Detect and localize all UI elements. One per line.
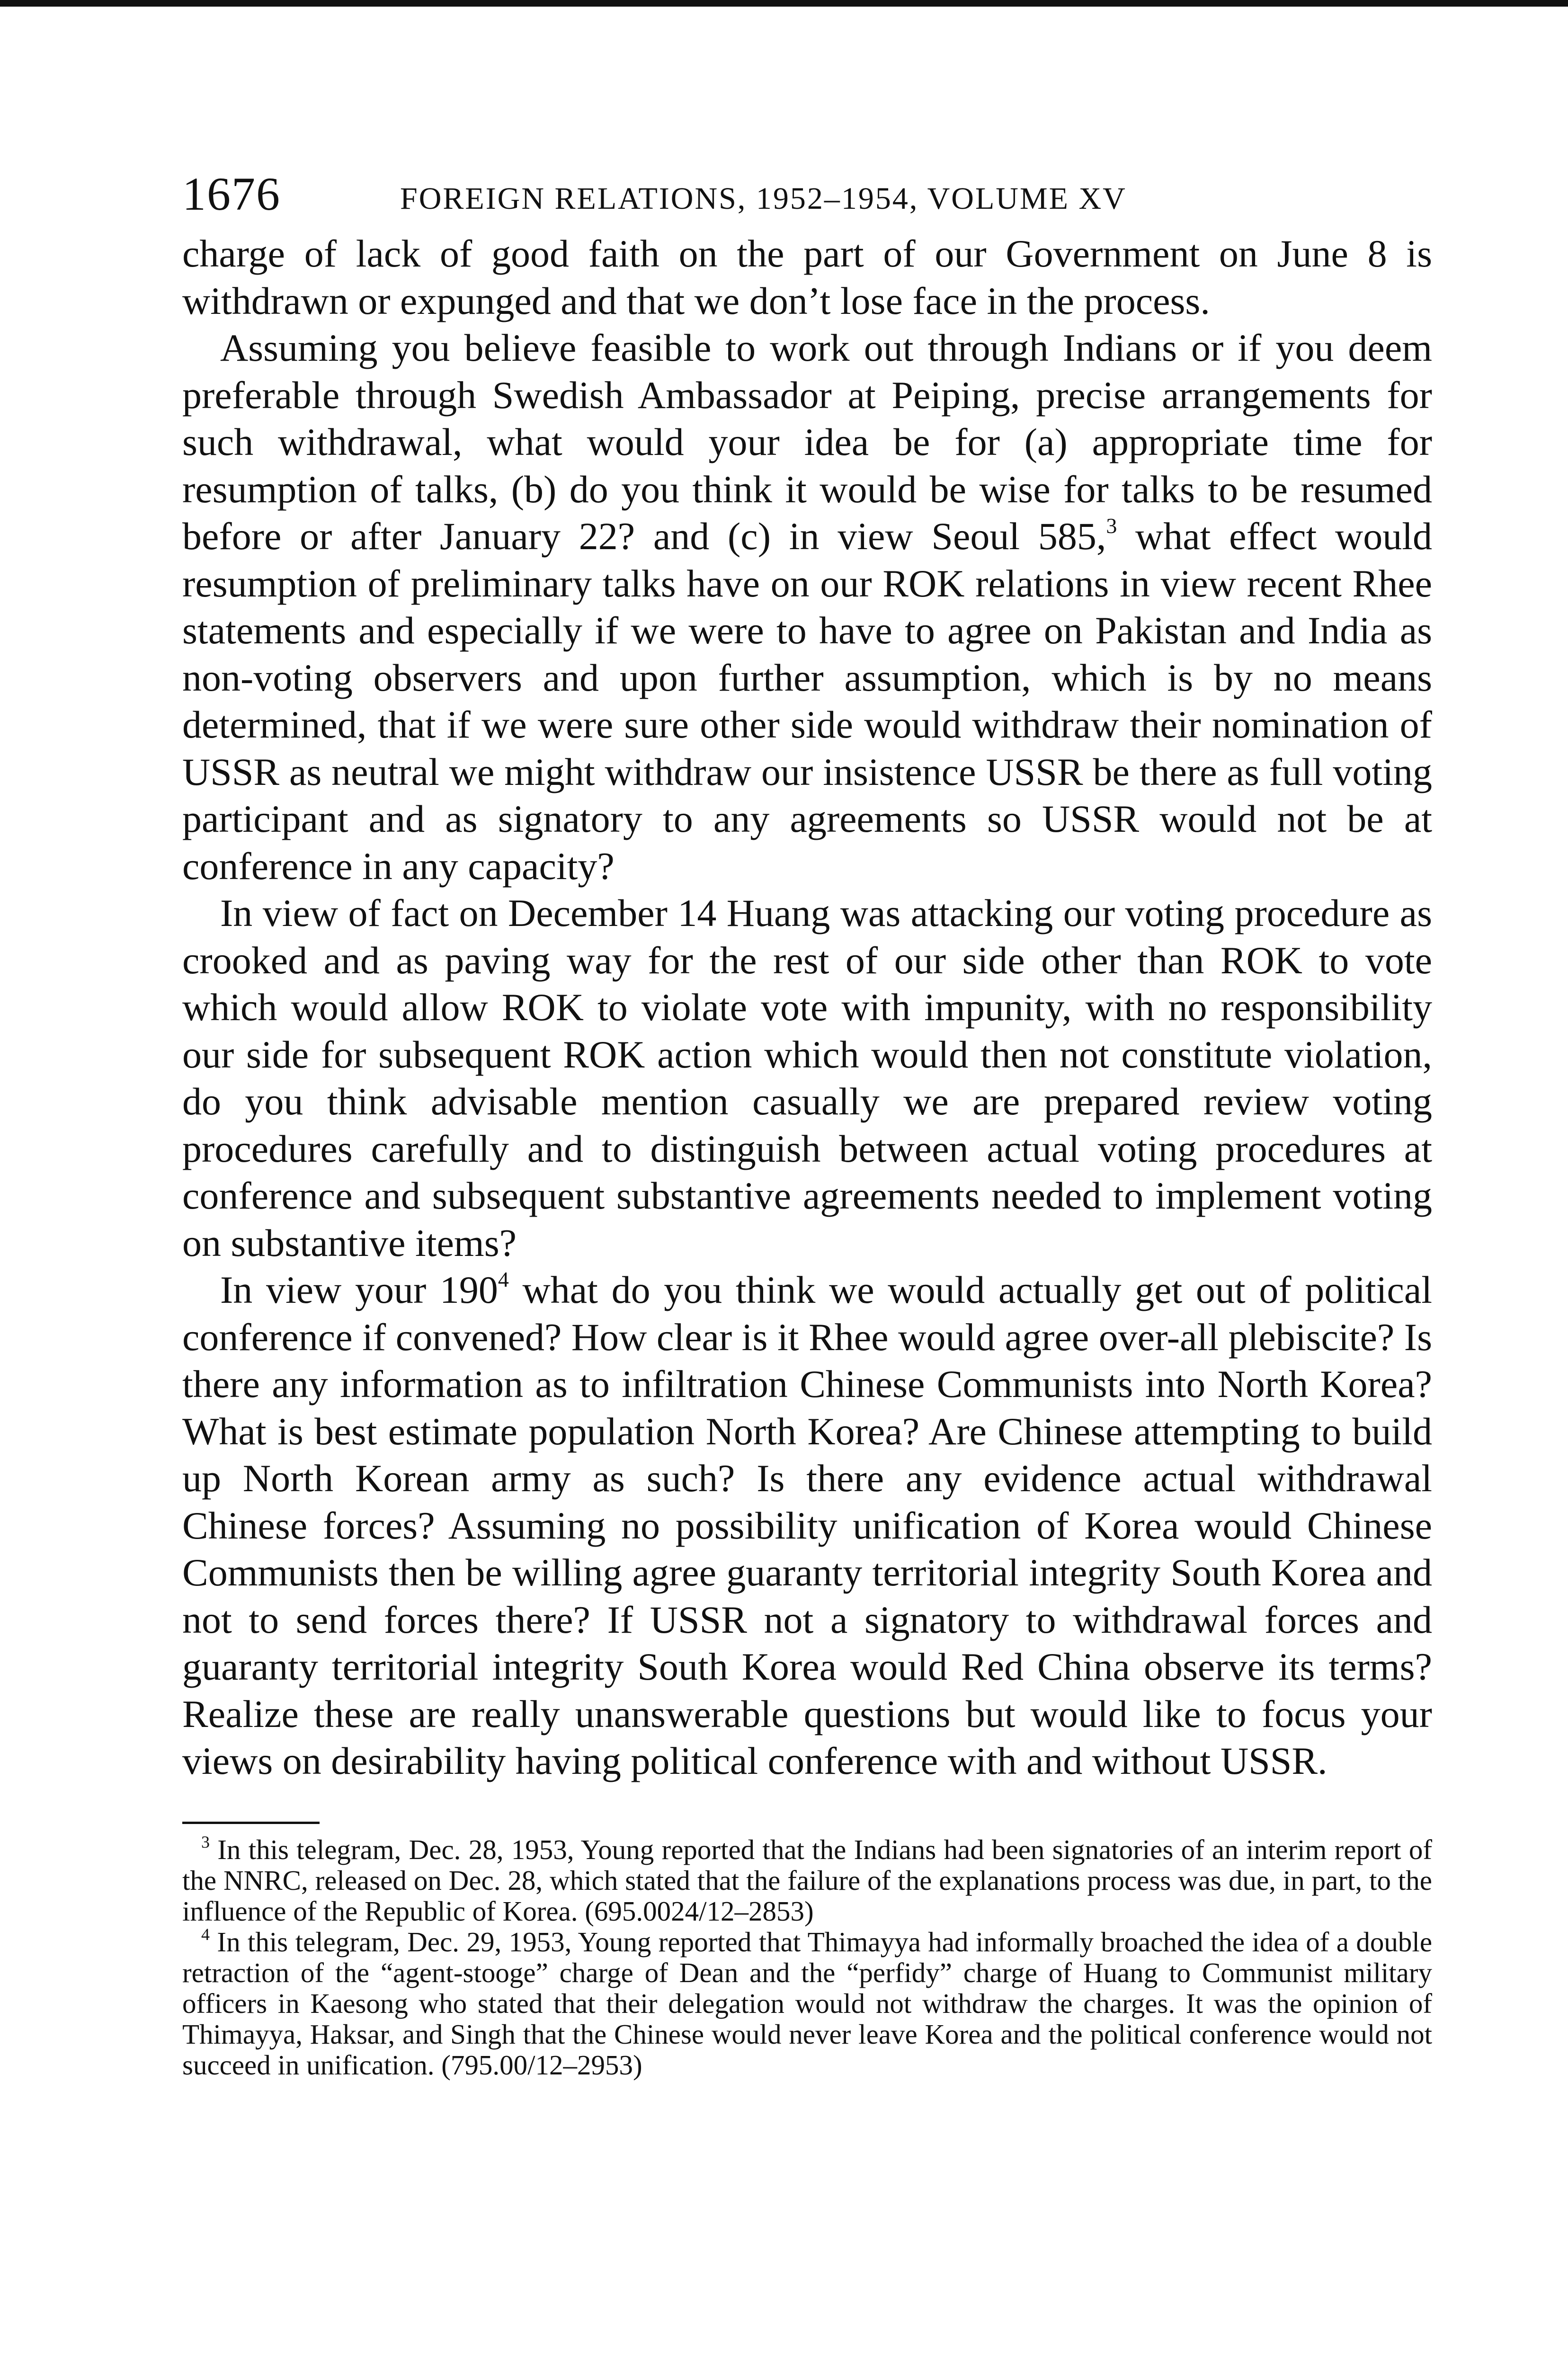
footnote-3-text: In this telegram, Dec. 28, 1953, Young reported that the Indians had been signatories of an interim report of the NNRC, released on Dec. 28, which stated that the failure of the explanations process was due, in part, to the influence of the Republic of Korea. (695.0024/12–2853) bbox=[182, 1833, 1432, 1927]
footnote-3 bbox=[182, 1834, 1432, 1927]
paragraph-3-text: In view of fact on December 14 Huang was attacking our voting procedure as crooked and as paving way for the rest of our side other than ROK to vote which would allow ROK to violate vote with impunity, with no responsibility our side for subsequent ROK action which would then not constitute violation, do you think advisable mention casually we are prepared review voting procedures carefully and to distinguish between actual voting procedures at conference and subsequent substantive agreements needed to implement voting on substantive items? bbox=[182, 891, 1432, 1264]
running-head-title: FOREIGN RELATIONS, 1952–1954, VOLUME XV bbox=[400, 181, 1127, 216]
footnotes bbox=[182, 1834, 1432, 2081]
paragraph-4 bbox=[182, 1266, 1432, 1785]
paragraph-1-text: charge of lack of good faith on the part of our Government on June 8 is withdrawn or expunged and that we don’t lose face in the process. bbox=[182, 232, 1432, 322]
paragraph-2-text-a: Assuming you believe feasible to work out through Indians or if you deem preferable through Swedish Ambassador at Peiping, precise arrangements for such withdrawal, what would your idea be for (a) appropriate time for resumption of talks, (b) do you think it would be wise for talks to be resumed before or after January 22? and (c) in view Seoul 585, bbox=[182, 326, 1432, 558]
paragraph-2 bbox=[182, 324, 1432, 890]
footnote-ref-3: 3 bbox=[1106, 514, 1117, 538]
paragraph-4-text-b: what do you think we would actually get out of political conference if convened? How clear is it Rhee would agree over-all plebiscite? Is there any information as to infiltration Chinese Communists into North Korea? What is best estimate population North Korea? Are Chinese attempting to build up North Korean army as such? Is there any evidence actual withdrawal Chinese forces? Assuming no possibility unification of Korea would Chinese Communists then be willing agree guaranty territorial integrity South Korea and not to send forces there? If USSR not a signatory to withdrawal forces and guaranty territorial integrity South Korea would Red China observe its terms? Realize these are really unanswerable questions but would like to focus your views on desirability having political conference with and without USSR. bbox=[182, 1268, 1432, 1782]
page-number: 1676 bbox=[182, 168, 281, 220]
footnote-ref-4: 4 bbox=[498, 1267, 509, 1291]
document-page bbox=[182, 161, 1432, 2081]
body-text bbox=[182, 230, 1432, 1785]
footnote-4-marker: 4 bbox=[201, 1924, 210, 1944]
running-head bbox=[182, 161, 1432, 227]
paragraph-3 bbox=[182, 890, 1432, 1266]
paragraph-1 bbox=[182, 230, 1432, 324]
paragraph-4-text-a: In view your 190 bbox=[220, 1268, 498, 1311]
scan-top-edge bbox=[0, 0, 1568, 7]
footnote-divider bbox=[182, 1822, 320, 1824]
footnote-4 bbox=[182, 1924, 1432, 2081]
paragraph-2-text-b: what effect would resumption of preliminary talks have on our ROK relations in view recent Rhee statements and especially if we were to have to agree on Pakistan and India as non-voting observers and upon further assumption, which is by no means determined, that if we were sure other side would withdraw their nomination of USSR as neutral we might withdraw our insistence USSR be there as full voting participant and as signatory to any agreements so USSR would not be at conference in any capacity? bbox=[182, 515, 1432, 888]
footnote-3-marker: 3 bbox=[201, 1832, 210, 1851]
footnote-4-text: In this telegram, Dec. 29, 1953, Young reported that Thimayya had informally broached the idea of a double retraction of the “agent-stooge” charge of Dean and the “perfidy” charge of Huang to Communist military officers in Kaesong who stated that their delegation would not withdraw the charges. It was the opinion of Thimayya, Haksar, and Singh that the Chinese would never leave Korea and the political conference would not succeed in unification. (795.00/12–2953) bbox=[182, 1926, 1432, 2081]
